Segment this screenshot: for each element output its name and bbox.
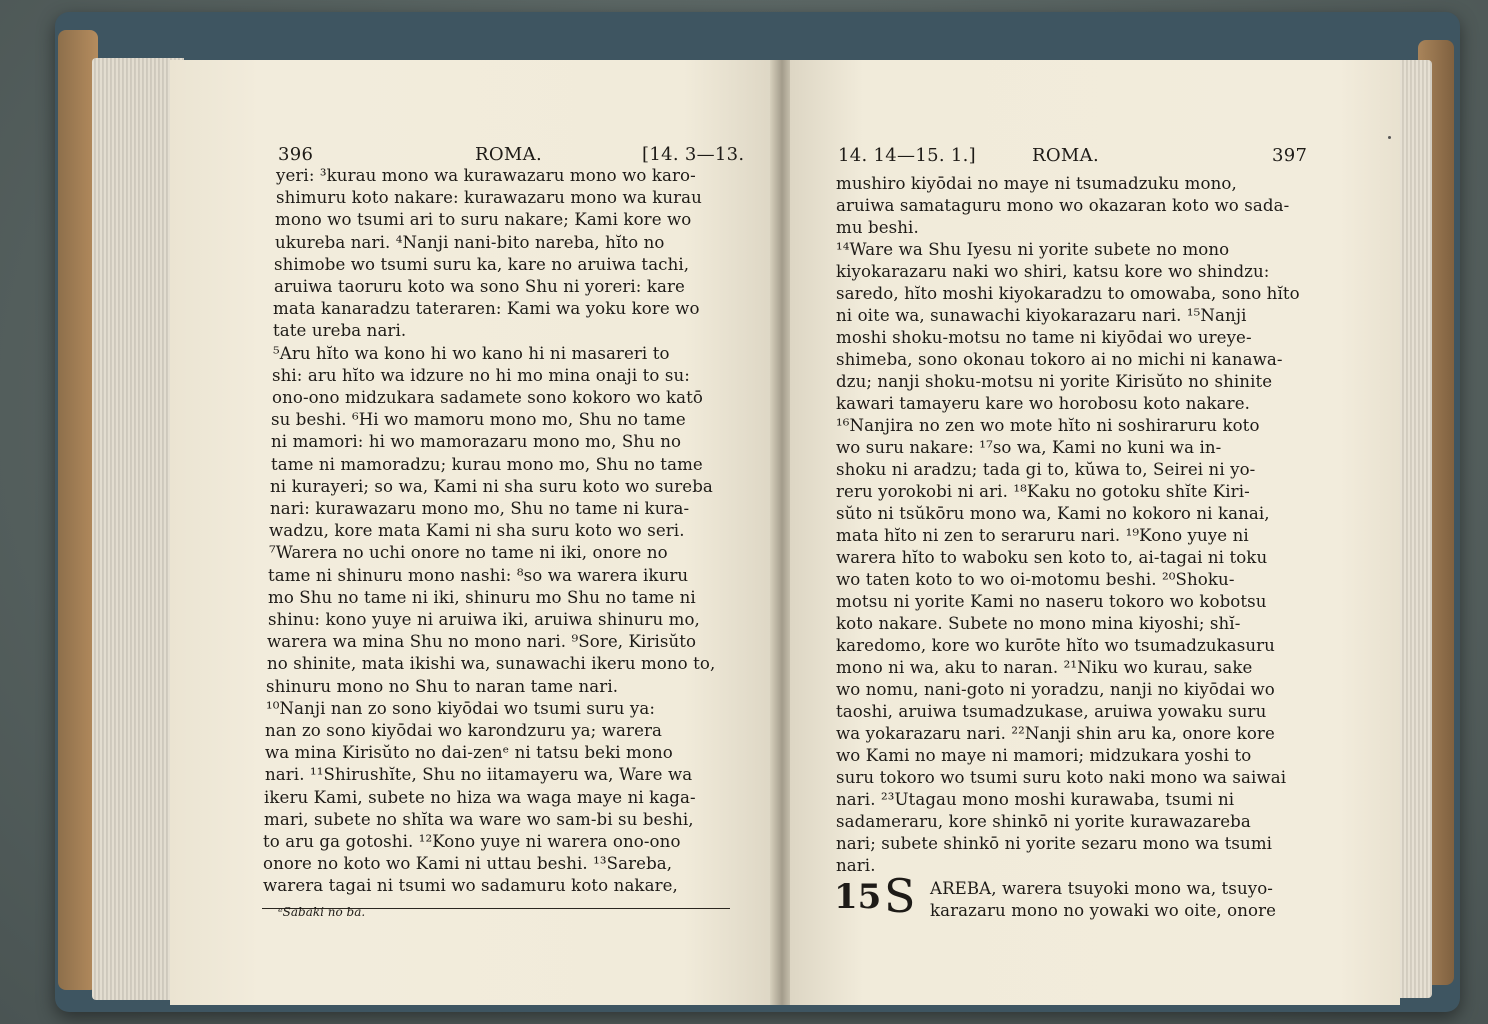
footnote: ᵉSabaki no ba. (278, 905, 366, 919)
text-line: wa yokarazaru nari. ²²Nanji shin aru ka, onore kore (836, 724, 1275, 743)
print-speck (1388, 136, 1391, 139)
text-line: reru yorokobi ni ari. ¹⁸Kaku no gotoku shĭte Kiri- (836, 482, 1250, 501)
text-line: dzu; nanji shoku-motsu ni yorite Kirisŭto no shinite (836, 372, 1273, 391)
text-line: sŭto ni tsŭkōru mono wa, Kami no kokoro ni kanai, (836, 504, 1270, 523)
text-line: mono wo tsumi ari to suru nakare; Kami kore wo (275, 210, 692, 230)
text-line: motsu ni yorite Kami no naseru tokoro wo kobotsu (836, 592, 1267, 611)
text-line: wo taten koto to wo oi-motomu beshi. ²⁰Shoku- (836, 570, 1235, 589)
text-line: wa mina Kirisŭto no dai-zenᵉ ni tatsu beki mono (265, 743, 673, 763)
text-line: koto nakare. Subete no mono mina kiyoshi; shĭ- (836, 614, 1241, 633)
text-line: shimeba, sono okonau tokoro ai no michi ni kanawa- (836, 350, 1283, 369)
right-page (790, 60, 1400, 1005)
text-line: saredo, hĭto moshi kiyokaradzu to omowaba, sono hĭto (836, 284, 1300, 303)
text-line: aruiwa samataguru mono wo okazaran koto wo sada- (836, 196, 1290, 215)
running-title-right: ROMA. (1032, 145, 1099, 166)
text-line: wo suru nakare: ¹⁷so wa, Kami no kuni wa in- (836, 438, 1222, 457)
text-line: ¹⁰Nanji nan zo sono kiyōdai wo tsumi suru ya: (266, 698, 656, 718)
text-line: shoku ni aradzu; tada gi to, kŭwa to, Seirei ni yo- (836, 460, 1256, 479)
text-line: ¹⁴Ware wa Shu Iyesu ni yorite subete no mono (836, 240, 1230, 259)
text-line: wadzu, kore mata Kami ni sha suru koto wo seri. (269, 521, 685, 541)
running-title-left: ROMA. (475, 144, 542, 165)
text-line: sadameraru, kore shinkō ni yorite kurawazareba (836, 812, 1251, 831)
text-line: shimuru koto nakare: kurawazaru mono wa kurau (276, 188, 702, 208)
text-line: ni mamori: hi wo mamorazaru mono mo, Shu no (271, 432, 682, 452)
text-line: taoshi, aruiwa tsumadzukase, aruiwa yowaku suru (836, 702, 1267, 721)
text-line: moshi shoku-motsu no tame ni kiyōdai wo ureye- (836, 328, 1252, 347)
text-line: nan zo sono kiyōdai wo karondzuru ya; warera (265, 721, 663, 740)
text-line: ukureba nari. ⁴Nanji nani-bito nareba, hĭto no (275, 232, 665, 252)
text-line: mo Shu no tame ni iki, shinuru mo Shu no tame ni (268, 587, 696, 607)
text-line: ni oite wa, sunawachi kiyokarazaru nari. ¹⁵Nanji (836, 306, 1247, 325)
text-line: nari. ¹¹Shirushĭte, Shu no iitamayeru wa, Ware wa (265, 765, 693, 785)
left-page (170, 60, 775, 1005)
text-line: nari; subete shinkō ni yorite sezaru mono wa tsumi (836, 834, 1273, 853)
text-line: yeri: ³kurau mono wa kurawazaru mono wo karo- (276, 166, 696, 185)
text-line: ⁵Aru hĭto wa kono hi wo kano hi ni masareri to (273, 343, 670, 363)
text-line: ikeru Kami, subete no hiza wa waga maye ni kaga- (264, 787, 696, 807)
text-line: no shinite, mata ikishi wa, sunawachi ikeru mono to, (267, 654, 716, 674)
text-line: mari, subete no shĭta wa ware wo sam-bi su beshi, (264, 809, 694, 829)
text-line: suru tokoro wo tsumi suru koto naki mono wa saiwai (836, 768, 1287, 787)
text-line: mushiro kiyōdai no maye ni tsumadzuku mono, (836, 174, 1237, 193)
page-number-right: 397 (1272, 145, 1308, 166)
chapter-number: 15 (834, 877, 882, 917)
text-line: shinuru mono no Shu to naran tame nari. (266, 676, 619, 696)
text-line: kiyokarazaru naki wo shiri, katsu kore wo shindzu: (836, 262, 1270, 281)
text-line: nari: kurawazaru mono mo, Shu no tame ni kura- (270, 499, 690, 518)
text-line: karedomo, kore wo kurōte hĭto wo tsumadzukasuru (836, 636, 1275, 655)
text-line: wo nomu, nani-goto ni yoradzu, nanji no kiyōdai wo (836, 680, 1275, 699)
text-line: ono-ono midzukara sadamete sono kokoro wo katō (272, 388, 704, 407)
chapter-range-left: [14. 3—13. (642, 144, 745, 165)
text-line: warera hĭto to waboku sen koto to, ai-tagai ni toku (836, 548, 1268, 567)
chapter-second-line: karazaru mono no yowaki wo oite, onore (930, 901, 1277, 920)
page-stack-right (1396, 60, 1432, 998)
text-line: ni kurayeri; so wa, Kami ni sha suru koto wo sureba (270, 476, 713, 496)
text-line: mata kanaradzu tateraren: Kami wa yoku kore wo (273, 299, 700, 319)
text-line: tame ni shinuru mono nashi: ⁸so wa warera ikuru (268, 565, 689, 585)
text-line: mu beshi. (836, 218, 919, 237)
text-line: ⁷Warera no uchi onore no tame ni iki, onore no (269, 543, 668, 563)
text-line: su beshi. ⁶Hi wo mamoru mono mo, Shu no tame (271, 410, 686, 430)
text-line: tate ureba nari. (273, 321, 407, 341)
text-line: nari. ²³Utagau mono moshi kurawaba, tsumi ni (836, 790, 1235, 809)
text-line: warera wa mina Shu no mono nari. ⁹Sore, Kirisŭto (267, 632, 697, 652)
text-line: shinu: kono yuye ni aruiwa iki, aruiwa shinuru mo, (268, 610, 700, 629)
text-line: mono ni wa, aku to naran. ²¹Niku wo kurau, sake (836, 658, 1253, 677)
chapter-first-line: AREBA, warera tsuyoki mono wa, tsuyo- (930, 879, 1274, 898)
text-line: kawari tamayeru kare wo horobosu koto nakare. (836, 394, 1251, 413)
page-number-left: 396 (278, 144, 314, 165)
text-line: onore no koto wo Kami ni uttau beshi. ¹³Sareba, (263, 854, 673, 874)
chapter-range-right: 14. 14—15. 1.] (838, 145, 976, 166)
text-line: to aru ga gotoshi. ¹²Kono yuye ni warera ono-ono (263, 832, 681, 851)
text-line: mata hĭto ni zen to seraruru nari. ¹⁹Kono yuye ni (836, 526, 1249, 545)
text-line: shimobe wo tsumi suru ka, kare no aruiwa tachi, (274, 254, 690, 274)
text-line: wo Kami no maye ni mamori; midzukara yoshi to (836, 746, 1252, 765)
text-line: ¹⁶Nanjira no zen wo mote hĭto ni soshiraruru koto (836, 416, 1260, 435)
text-line: nari. (836, 856, 876, 875)
text-line: aruiwa taoruru koto wa sono Shu ni yoreri: kare (274, 277, 685, 296)
text-line: warera tagai ni tsumi wo sadamuru koto nakare, (263, 876, 678, 896)
text-line: tame ni mamoradzu; kurau mono mo, Shu no tame (271, 454, 703, 474)
drop-cap: S (884, 869, 916, 923)
text-line: shi: aru hĭto wa idzure no hi mo mina onaji to su: (272, 365, 690, 385)
